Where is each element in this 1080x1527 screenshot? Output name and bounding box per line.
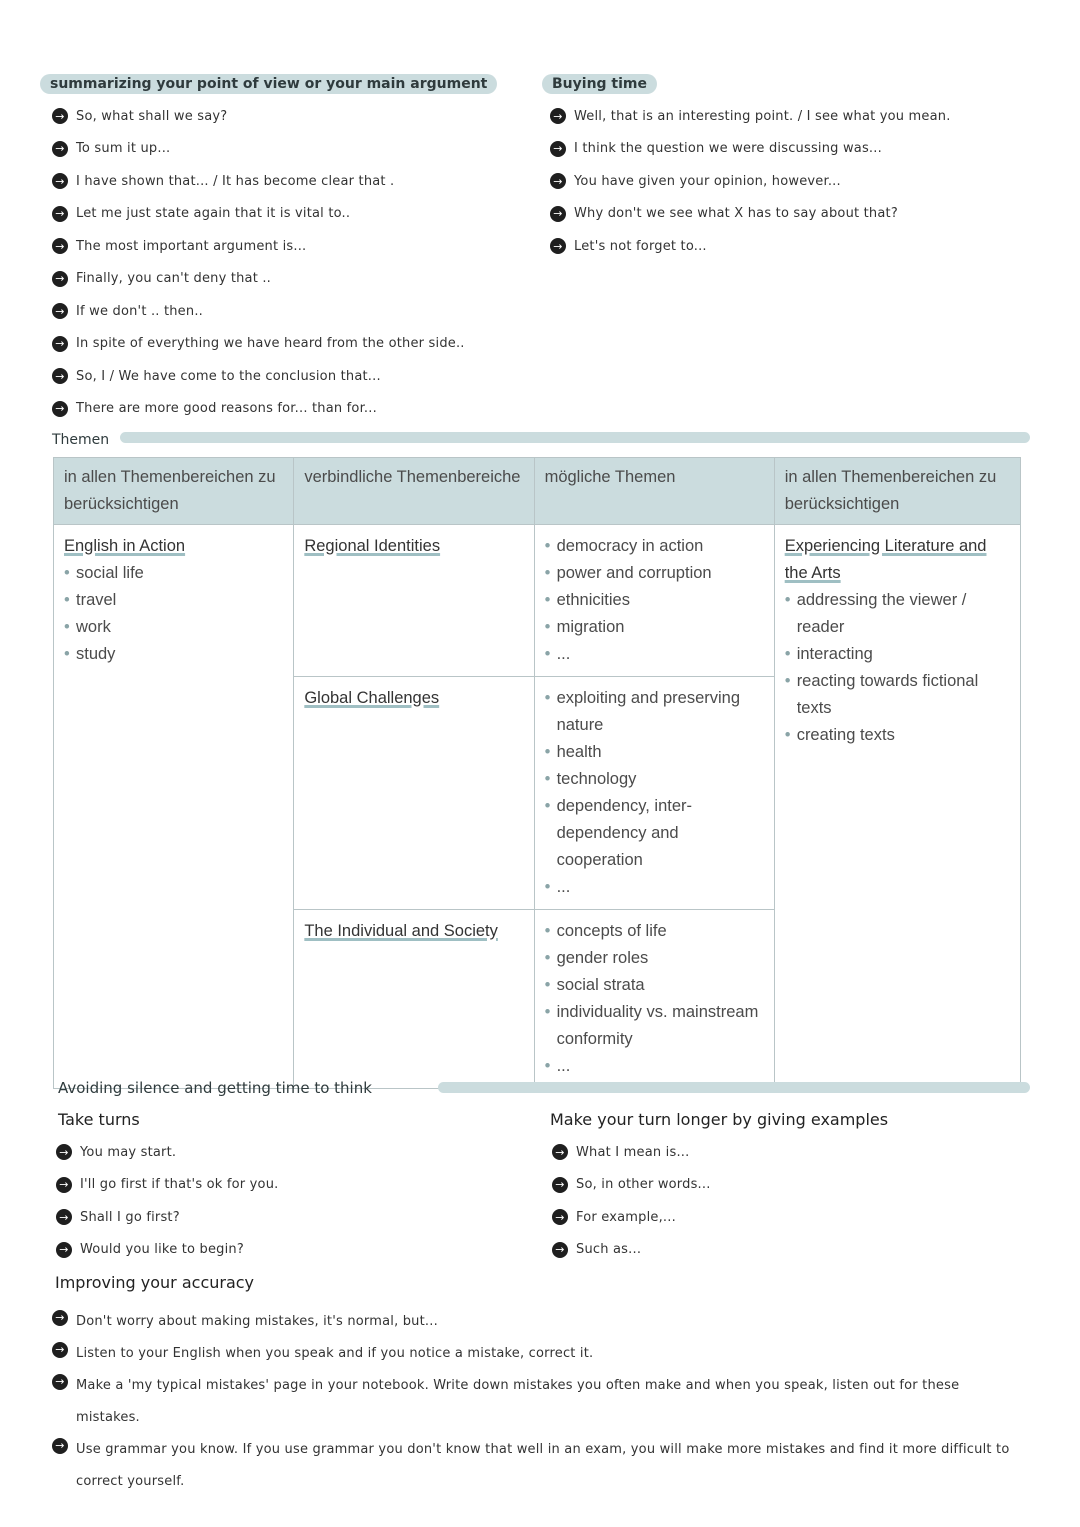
area-title: The Individual and Society	[304, 922, 498, 940]
list-item-text: I'll go first if that's ok for you.	[80, 1177, 279, 1192]
list-item: • power and corruption	[545, 560, 764, 587]
list-item	[56, 1177, 278, 1193]
list-item: • travel	[64, 587, 283, 614]
list-item: • ...	[545, 641, 764, 668]
list-item: • addressing the viewer / reader	[785, 587, 1010, 641]
arrow-icon: →	[52, 368, 68, 384]
avoiding-divider	[438, 1082, 1030, 1093]
list-item	[550, 108, 951, 124]
list-item: • democracy in action	[545, 533, 764, 560]
list-item	[552, 1177, 711, 1193]
arrow-icon: →	[52, 401, 68, 417]
list-item: • social strata	[545, 972, 764, 999]
buying-time-title: Buying time	[542, 74, 657, 94]
arrow-icon: →	[52, 1374, 68, 1390]
header-cell: verbindliche Themenbereiche	[294, 458, 534, 525]
header-cell: in allen Themenbereichen zu berücksichtigen	[54, 458, 294, 525]
themen-row	[54, 525, 1021, 677]
arrow-icon: →	[52, 141, 68, 157]
list-item: • individuality vs. mainstream conformity	[545, 999, 764, 1053]
list-item-text: What I mean is...	[576, 1144, 690, 1160]
list-item: • social life	[64, 560, 283, 587]
category-title: English in Action	[64, 537, 186, 555]
topic-list	[545, 685, 764, 901]
list-item-text: Make a 'my typical mistakes' page in your notebook. Write down mistakes you often make and when you speak, listen out for these mistakes.	[76, 1378, 960, 1425]
arrow-icon: →	[552, 1144, 568, 1160]
list-item: • technology	[545, 766, 764, 793]
list-item	[550, 173, 841, 189]
arrow-icon: →	[52, 303, 68, 319]
arrow-icon: →	[52, 173, 68, 189]
summarizing-title: summarizing your point of view or your main argument	[40, 74, 497, 94]
list-item	[52, 141, 170, 157]
list-item	[552, 1209, 676, 1225]
list-item	[52, 173, 394, 189]
themen-header-row	[54, 458, 1021, 525]
list-item	[552, 1242, 641, 1258]
list-item: • study	[64, 641, 283, 668]
arrow-icon: →	[52, 271, 68, 287]
list-item: • reacting towards fictional texts	[785, 668, 1010, 722]
list-item: • exploiting and preserving nature	[545, 685, 764, 739]
list-item: • dependency, inter-dependency and cooperation	[545, 793, 764, 874]
list-item-text: So, what shall we say?	[76, 108, 228, 124]
area-cell	[294, 677, 534, 910]
topic-list	[785, 587, 1010, 749]
list-item-text: So, in other words...	[576, 1177, 711, 1192]
area-title: Global Challenges	[304, 689, 440, 707]
list-item-text: You may start.	[80, 1144, 177, 1160]
list-item	[550, 238, 707, 254]
list-item	[52, 1338, 1022, 1370]
list-item-text: The most important argument is...	[76, 238, 307, 254]
arrow-icon: →	[552, 1242, 568, 1258]
themen-title: Themen	[52, 432, 110, 448]
area-title: Regional Identities	[304, 537, 441, 555]
accuracy-title: Improving your accuracy	[55, 1273, 255, 1292]
arrow-icon: →	[552, 1209, 568, 1225]
arrow-icon: →	[56, 1144, 72, 1160]
arrow-icon: →	[52, 238, 68, 254]
list-item-text: Listen to your English when you speak and if you notice a mistake, correct it.	[76, 1346, 594, 1361]
literature-arts-cell	[774, 525, 1020, 1089]
list-item	[52, 271, 271, 287]
list-item-text: Don't worry about making mistakes, it's normal, but...	[76, 1314, 438, 1329]
list-item	[56, 1209, 180, 1225]
topic-list	[545, 533, 764, 668]
take-turns-title: Take turns	[58, 1110, 140, 1129]
topic-list	[545, 918, 764, 1080]
list-item	[52, 1370, 1022, 1434]
arrow-icon: →	[550, 173, 566, 189]
list-item-text: Finally, you can't deny that ..	[76, 271, 272, 286]
list-item-text: For example,...	[576, 1209, 676, 1225]
list-item-text: Shall I go first?	[80, 1209, 180, 1225]
list-item	[52, 1434, 1022, 1498]
list-item-text: If we don't .. then..	[76, 303, 203, 319]
themen-table	[53, 457, 1021, 1089]
list-item-text: Why don't we see what X has to say about that?	[574, 206, 898, 221]
list-item: • ethnicities	[545, 587, 764, 614]
list-item-text: I think the question we were discussing was...	[574, 141, 882, 156]
avoiding-title: Avoiding silence and getting time to think	[58, 1079, 372, 1097]
list-item	[52, 336, 465, 352]
english-in-action-cell	[54, 525, 294, 1089]
list-item	[56, 1242, 244, 1258]
list-item: • ...	[545, 874, 764, 901]
list-item-text: To sum it up...	[76, 141, 171, 156]
header-cell: mögliche Themen	[534, 458, 774, 525]
arrow-icon: →	[52, 206, 68, 222]
arrow-icon: →	[56, 1242, 72, 1258]
category-title: Experiencing Literature and the Arts	[784, 537, 987, 582]
list-item-text: You have given your opinion, however...	[574, 173, 841, 189]
list-item-text: So, I / We have come to the conclusion that...	[76, 368, 381, 384]
list-item	[52, 368, 381, 384]
list-item-text: Let me just state again that it is vital to..	[76, 206, 351, 221]
list-item	[552, 1144, 689, 1160]
topics-cell	[534, 910, 774, 1089]
list-item	[52, 108, 227, 124]
list-item	[52, 206, 350, 222]
list-item: • gender roles	[545, 945, 764, 972]
arrow-icon: →	[52, 108, 68, 124]
arrow-icon: →	[56, 1177, 72, 1193]
list-item: • work	[64, 614, 283, 641]
list-item-text: Let's not forget to...	[574, 238, 707, 254]
list-item-text: There are more good reasons for... than for...	[76, 401, 377, 416]
list-item	[550, 206, 898, 222]
list-item	[550, 141, 882, 157]
arrow-icon: →	[56, 1209, 72, 1225]
list-item: • health	[545, 739, 764, 766]
list-item	[52, 238, 306, 254]
list-item-text: Would you like to begin?	[80, 1242, 244, 1257]
arrow-icon: →	[552, 1177, 568, 1193]
list-item: • creating texts	[785, 722, 1010, 749]
topic-list	[64, 560, 283, 668]
arrow-icon: →	[550, 108, 566, 124]
topics-cell	[534, 525, 774, 677]
list-item: • interacting	[785, 641, 1010, 668]
list-item-text: In spite of everything we have heard from the other side..	[76, 336, 465, 351]
longer-turn-title: Make your turn longer by giving examples	[550, 1110, 889, 1129]
arrow-icon: →	[52, 336, 68, 352]
arrow-icon: →	[52, 1342, 68, 1358]
list-item: • concepts of life	[545, 918, 764, 945]
arrow-icon: →	[550, 206, 566, 222]
list-item-text: Use grammar you know. If you use grammar you don't know that well in an exam, you will make more mistakes and find it more difficult to correct yourself.	[76, 1442, 1010, 1489]
header-cell: in allen Themenbereichen zu berücksichtigen	[774, 458, 1020, 525]
list-item	[52, 1306, 1022, 1338]
themen-divider	[120, 432, 1030, 443]
list-item-text: Well, that is an interesting point. / I see what you mean.	[574, 108, 951, 124]
list-item-text: I have shown that... / It has become clear that .	[76, 173, 395, 189]
list-item: • migration	[545, 614, 764, 641]
list-item-text: Such as...	[576, 1242, 642, 1257]
list-item: • ...	[545, 1053, 764, 1080]
list-item	[52, 401, 377, 417]
arrow-icon: →	[52, 1438, 68, 1454]
list-item	[56, 1144, 176, 1160]
arrow-icon: →	[550, 238, 566, 254]
list-item	[52, 303, 203, 319]
arrow-icon: →	[52, 1310, 68, 1326]
area-cell	[294, 910, 534, 1089]
topics-cell	[534, 677, 774, 910]
area-cell	[294, 525, 534, 677]
arrow-icon: →	[550, 141, 566, 157]
